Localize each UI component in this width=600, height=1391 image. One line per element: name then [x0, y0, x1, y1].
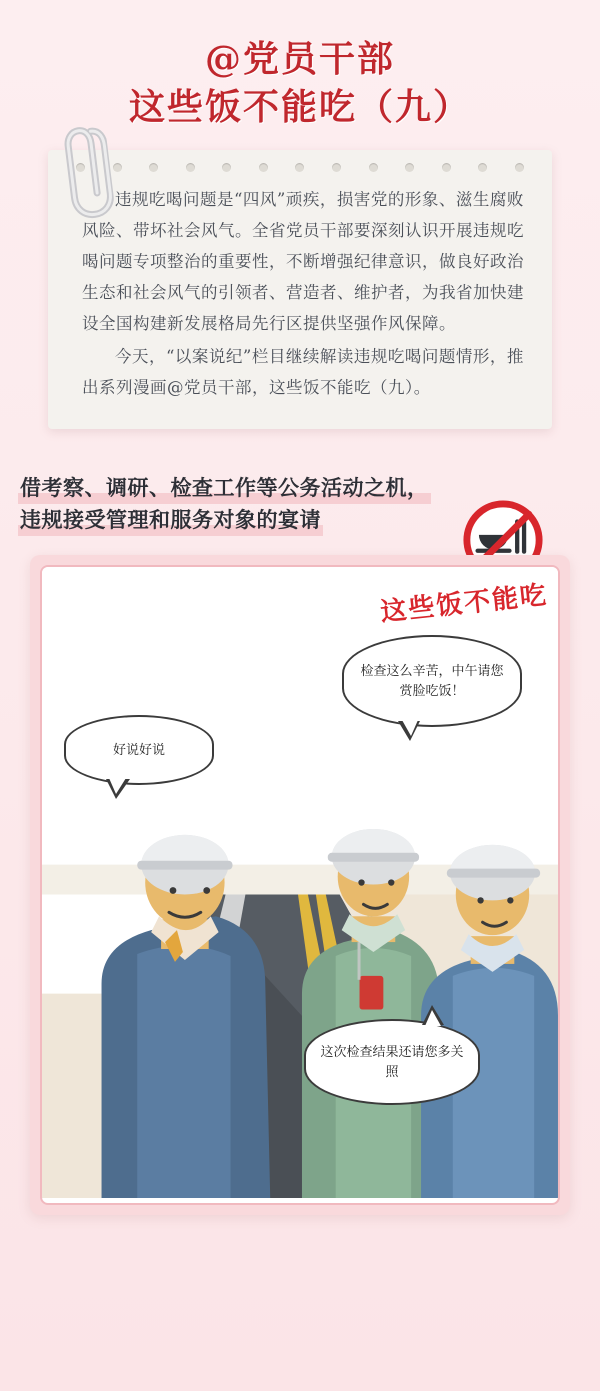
speech-bubble-bottom-right-text: 这次检查结果还请您多关照	[320, 1044, 464, 1079]
title-line-2: 这些饭不能吃（九）	[128, 86, 471, 128]
title-line-1: @党员干部	[204, 38, 395, 80]
memo-card	[48, 150, 552, 429]
speech-bubble-left-text: 好说好说	[112, 742, 165, 757]
speech-bubble-left	[64, 715, 214, 785]
comic-stamp-text: 这些饭不能吃	[379, 580, 550, 628]
comic-panel	[30, 555, 570, 1215]
memo-paragraph-1: 违规吃喝问题是“四风”顽疾，损害党的形象、滋生腐败风险、带坏社会风气。全省党员干部要深刻认识开展违规吃喝问题专项整治的重要性，不断增强纪律意识，做良好政治生态和社会风气的引领者、营造者、维护者，为我省加快建设全国构建新发展格局先行区提供坚强作风保障。	[82, 190, 524, 333]
section-heading-line-1: 借考察、调研、检查工作等公务活动之机，	[18, 473, 431, 505]
memo-card-wrapper	[48, 150, 552, 429]
comic-canvas	[40, 565, 560, 1205]
section-heading-line-2: 违规接受管理和服务对象的宴请	[18, 505, 323, 537]
speech-bubble-bottom-right	[304, 1019, 480, 1105]
section-heading	[18, 473, 582, 537]
memo-punch-holes	[76, 163, 524, 173]
speech-bubble-top-right	[342, 635, 522, 727]
speech-bubble-top-right-text: 检查这么辛苦，中午请您赏脸吃饭！	[360, 663, 504, 698]
memo-paragraph-2: 今天，“以案说纪”栏目继续解读违规吃喝问题情形，推出系列漫画@党员干部，这些饭不能吃（九）。	[82, 347, 524, 397]
